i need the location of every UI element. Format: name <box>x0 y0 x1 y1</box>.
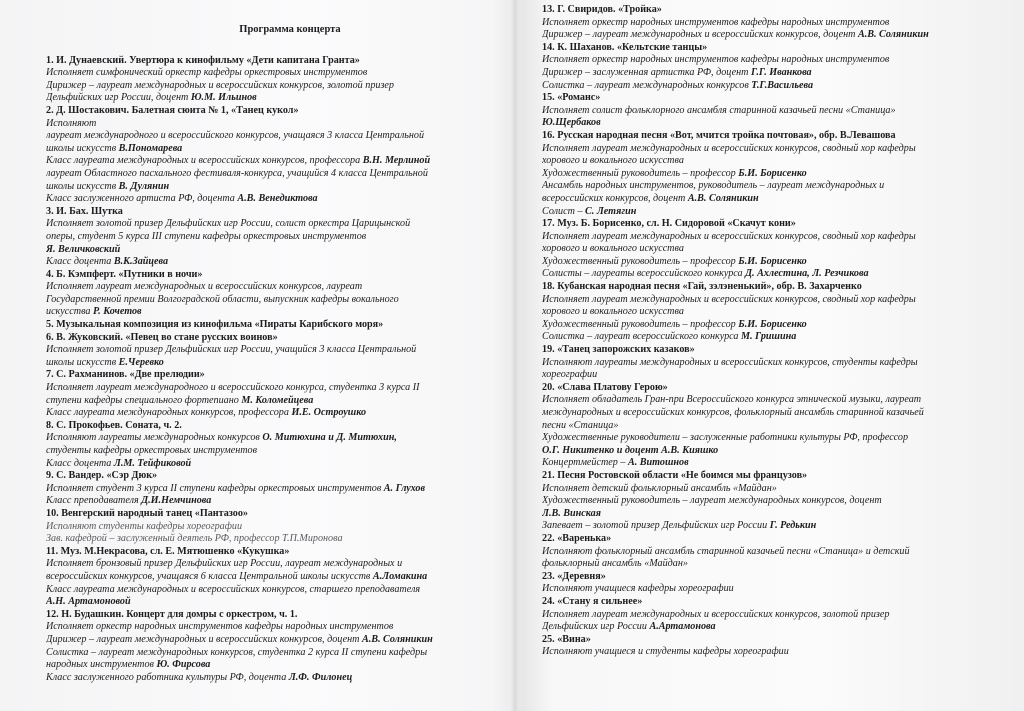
performer-line <box>542 306 994 319</box>
line-text: Солист – <box>542 205 586 217</box>
line-text: Ансамбль народных инструментов, руководитель – лауреат международных и <box>542 180 885 192</box>
performer-line <box>542 369 994 382</box>
item-heading: 23. «Деревня» <box>542 570 606 582</box>
performer-line <box>46 621 494 634</box>
performer-line <box>46 143 494 156</box>
line-text: Художественный руководитель – профессор <box>542 318 739 330</box>
program-item <box>542 571 994 596</box>
line-text: Исполняет симфонический оркестр кафедры оркестровых инструментов <box>46 67 368 79</box>
performer-name: Т.Г.Васильева <box>751 79 814 91</box>
performer-name: Ю. Фирсова <box>156 659 211 671</box>
performer-line <box>46 155 494 168</box>
line-text: Исполняют студенты кафедры хореографии <box>46 520 243 532</box>
performer-line <box>46 281 494 294</box>
performer-line <box>542 193 994 206</box>
program-item <box>542 382 994 470</box>
line-text: Исполняет бронзовый призер Дельфийских игр России, лауреат международных и <box>46 558 403 570</box>
line-text: Исполняет лауреат международных и всероссийских конкурсов, сводный хор кафедры <box>542 230 916 242</box>
performer-name: А.Артамонова <box>649 621 716 633</box>
line-text: Класс лауреата международных и всероссийских конкурсов, профессора <box>46 155 363 167</box>
line-text: Дельфийских игр России <box>542 621 650 633</box>
item-heading: 3. И. Бах. Шутка <box>46 205 123 217</box>
line-text: Исполняет золотой призер Дельфийских игр России, солист оркестра Царицынской <box>46 218 411 230</box>
performer-name: А. Глухов <box>383 482 426 494</box>
program-item <box>46 319 494 332</box>
performer-name: Б.И. Борисенко <box>738 167 807 179</box>
line-text: школы искусств <box>46 356 119 368</box>
performer-line <box>542 105 994 118</box>
line-text: лауреат международного и всероссийского конкурсов, учащаяся 3 класса Центральной <box>46 130 425 142</box>
item-heading: 7. С. Рахманинов. «Две прелюдии» <box>46 369 205 381</box>
line-text: Исполняет детский фольклорный ансамбль «Майдан» <box>542 482 777 494</box>
performer-line <box>542 420 994 433</box>
line-text: Исполняет лауреат международных и всероссийских конкурсов, сводный хор кафедры <box>542 293 916 305</box>
line-text: Исполняют <box>46 117 97 129</box>
line-text: лауреат Областного пасхального фестиваля-конкурса, учащийся 4 класса Центральной <box>46 167 428 179</box>
line-text: Солистка – лауреат международных конкурсов, студентка 2 курса II ступени кафедры <box>46 646 428 658</box>
right-page <box>542 4 994 711</box>
performer-line <box>542 29 994 42</box>
performer-line <box>46 256 494 269</box>
performer-line <box>46 181 494 194</box>
performer-line <box>46 193 494 206</box>
performer-line <box>542 294 994 307</box>
program-item <box>46 546 494 609</box>
performer-name: Р. Кочетов <box>93 306 142 318</box>
performer-line <box>542 432 994 445</box>
line-text: Исполняет оркестр народных инструментов кафедры народных инструментов <box>46 621 394 633</box>
item-heading: 8. С. Прокофьев. Соната, ч. 2. <box>46 419 182 431</box>
line-text: Дирижер – заслуженная артистка РФ, доцент <box>542 66 751 78</box>
performer-line <box>542 357 994 370</box>
performer-name: М. Гришина <box>740 331 797 343</box>
performer-line <box>46 344 494 357</box>
performer-line <box>46 458 494 471</box>
line-text: Класс доцента <box>46 256 114 268</box>
performer-line <box>542 445 994 458</box>
program-item <box>542 218 994 281</box>
item-heading: 21. Песня Ростовской области «Не боимся мы французов» <box>542 469 808 481</box>
performer-line <box>542 520 994 533</box>
line-text: ступени кафедры специального фортепиано <box>46 394 242 406</box>
performer-line <box>542 231 994 244</box>
line-text: фольклорный ансамбль «Майдан» <box>542 558 688 570</box>
line-text: Художественный руководитель – профессор <box>542 167 739 179</box>
item-heading: 18. Кубанская народная песня «Гай, зэлэненький», обр. В. Захарченко <box>542 281 862 293</box>
program-item <box>46 206 494 269</box>
performer-line <box>46 80 494 93</box>
performer-line <box>46 294 494 307</box>
performer-line <box>542 17 994 30</box>
performer-name: О.Г. Никитенко и доцент А.В. Кияшко <box>542 444 719 456</box>
performer-line <box>46 533 494 546</box>
item-heading: 5. Музыкальная композиция из кинофильма «Пираты Карибского моря» <box>46 319 384 331</box>
program-item <box>46 369 494 419</box>
performer-line <box>542 609 994 622</box>
line-text: Класс преподавателя <box>46 495 142 507</box>
line-text: Класс заслуженного работника культуры РФ, доцента <box>46 671 289 683</box>
line-text: Исполняет золотой призер Дельфийских игр России, учащийся 3 класса Центральной <box>46 344 417 356</box>
item-heading: 19. «Танец запорожских казаков» <box>542 344 695 356</box>
line-text: Дирижер – лауреат международных и всероссийских конкурсов, доцент <box>542 29 858 41</box>
line-text: оперы, студент 5 курса III ступени кафедры оркестровых инструментов <box>46 230 367 242</box>
performer-name: С. Летягин <box>585 205 637 217</box>
performer-line <box>542 256 994 269</box>
line-text: Дирижер – лауреат международных и всероссийских конкурсов, доцент <box>46 633 362 645</box>
performer-line <box>46 495 494 508</box>
line-text: хорового и вокального искусства <box>542 243 684 255</box>
performer-name: А.В. Венедиктова <box>237 193 318 205</box>
line-text: песни «Станица» <box>542 419 619 431</box>
line-text: народных инструментов <box>46 659 157 671</box>
item-heading: 22. «Варенька» <box>542 532 612 544</box>
performer-line <box>46 596 494 609</box>
program-item <box>542 42 994 92</box>
performer-line <box>542 268 994 281</box>
performer-line <box>46 634 494 647</box>
item-heading: 24. «Стану я сильнее» <box>542 595 643 607</box>
performer-line <box>542 621 994 634</box>
performer-line <box>46 445 494 458</box>
performer-line <box>46 130 494 143</box>
performer-line <box>542 243 994 256</box>
performer-name: Д. Ахлестина, Л. Резчикова <box>745 268 869 280</box>
program-item <box>46 609 494 685</box>
line-text: Исполняет солист фольклорного ансамбля старинной казачьей песни «Станица» <box>542 104 896 116</box>
line-text: Государственной премии Волгоградской области, выпускник кафедры вокального <box>46 293 399 305</box>
performer-name: Б.И. Борисенко <box>738 255 807 267</box>
performer-line <box>542 407 994 420</box>
line-text: Исполняет обладатель Гран-при Всероссийского конкурса этнической музыки, лауреат <box>542 394 922 406</box>
line-text: Исполняют лауреаты международных конкурсов <box>46 432 263 444</box>
line-text: Исполняют фольклорный ансамбль старинной казачьей песни «Станица» и детский <box>542 545 910 557</box>
item-heading: 12. Н. Будашкин. Концерт для домры с оркестром, ч. 1. <box>46 608 298 620</box>
performer-name: О. Митюхина и Д. Митюхин, <box>262 432 397 444</box>
performer-line <box>542 67 994 80</box>
performer-name: А.В. Соляникин <box>857 29 929 41</box>
performer-line <box>542 168 994 181</box>
performer-name: А.В. Соляникин <box>687 192 759 204</box>
performer-name: И.Е. Остроушко <box>291 407 367 419</box>
performer-line <box>542 143 994 156</box>
page-fold <box>511 0 519 711</box>
performer-line <box>46 483 494 496</box>
line-text: студенты кафедры оркестровых инструментов <box>46 445 258 456</box>
performer-name: Г. Редькин <box>769 520 817 532</box>
line-text: Дирижер – лауреат международных и всероссийских конкурсов, золотой призер <box>46 79 394 91</box>
item-heading: 6. В. Жуковский. «Певец во стане русских воинов» <box>46 331 278 343</box>
performer-line <box>46 118 494 131</box>
line-text: Исполняет оркестр народных инструментов кафедры народных инструментов <box>542 54 890 66</box>
line-text: Исполняет лауреат международных и всероссийских конкурсов, лауреат <box>46 281 363 293</box>
performer-line <box>542 155 994 168</box>
item-heading: 9. С. Вандер. «Сэр Дюк» <box>46 470 158 482</box>
line-text: Художественный руководитель – лауреат международных конкурсов, доцент <box>542 495 882 507</box>
item-heading: 20. «Слава Платову Герою» <box>542 381 668 393</box>
line-text: всероссийских конкурсов, доцент <box>542 192 688 204</box>
program-item <box>46 55 494 105</box>
program-item <box>46 470 494 508</box>
performer-line <box>46 395 494 408</box>
program-item <box>542 344 994 382</box>
item-heading: 17. Муз. Б. Борисенко, сл. Н. Сидоровой «Скачут кони» <box>542 218 796 230</box>
performer-line <box>542 457 994 470</box>
line-text: Запевает – золотой призер Дельфийских игр России <box>542 520 770 532</box>
program-item <box>46 105 494 206</box>
performer-line <box>46 659 494 672</box>
item-heading: 15. «Романс» <box>542 92 601 104</box>
line-text: хорового и вокального искусства <box>542 306 684 318</box>
line-text: Класс доцента <box>46 457 114 469</box>
line-text: Класс лауреата международных конкурсов, профессора <box>46 407 292 419</box>
program-item <box>46 420 494 470</box>
performer-line <box>542 546 994 559</box>
performer-line <box>46 357 494 370</box>
performer-name: А.В. Соляникин <box>361 633 433 645</box>
performer-line <box>46 382 494 395</box>
line-text: искусства <box>46 306 94 318</box>
item-heading: 25. «Вина» <box>542 633 591 645</box>
performer-name: А.Н. Артамоновой <box>46 596 131 608</box>
performer-name: Ю.Щербаков <box>542 117 601 129</box>
performer-line <box>542 80 994 93</box>
performer-line <box>542 319 994 332</box>
performer-line <box>46 672 494 685</box>
performer-line <box>542 394 994 407</box>
item-heading: 14. К. Шаханов. «Кельтские танцы» <box>542 41 708 53</box>
item-heading: 10. Венгерский народный танец «Пантазоо» <box>46 507 248 519</box>
line-text: всероссийских конкурсов, учащаяся 6 класса Центральной школы искусств <box>46 570 373 582</box>
performer-line <box>46 218 494 231</box>
performer-line <box>46 647 494 660</box>
performer-name: М. Коломейцева <box>241 394 314 406</box>
program-item <box>542 634 994 659</box>
program-item <box>542 4 994 42</box>
line-text: Исполняет студент 3 курса II ступени кафедры оркестровых инструментов <box>46 482 384 494</box>
program-item <box>542 130 994 218</box>
performer-name: В. Дулянин <box>118 180 170 192</box>
program-item <box>46 269 494 319</box>
line-text: Исполняют лауреаты международных и всероссийских конкурсов, студенты кафедры <box>542 356 918 368</box>
line-text: школы искусств <box>46 180 119 192</box>
performer-line <box>46 558 494 571</box>
performer-line <box>46 92 494 105</box>
line-text: хореографии <box>542 369 598 381</box>
program-item <box>46 332 494 370</box>
program-item <box>542 533 994 571</box>
item-heading: 11. Муз. М.Некрасова, сл. Е. Мятюшенко «Кукушка» <box>46 545 290 557</box>
performer-line <box>542 54 994 67</box>
line-text: Класс заслуженного артиста РФ, доцента <box>46 193 238 205</box>
performer-line <box>542 583 994 596</box>
line-text: Зав. кафедрой – заслуженный деятель РФ, профессор Т.П.Миронова <box>46 533 343 545</box>
line-text: Художественный руководитель – профессор <box>542 255 739 267</box>
performer-name: А. Витошнов <box>627 457 689 469</box>
performer-line <box>46 584 494 597</box>
line-text: Исполняет лауреат международного и всероссийского конкурса, студентка 3 курса II <box>46 382 420 394</box>
item-heading: 13. Г. Свиридов. «Тройка» <box>542 4 662 15</box>
line-text: Дельфийских игр России, доцент <box>46 92 191 104</box>
program-item <box>542 281 994 344</box>
line-text: Исполняет лауреат международных и всероссийских конкурсов, золотой призер <box>542 608 890 620</box>
performer-line <box>542 558 994 571</box>
line-text: школы искусств <box>46 142 119 154</box>
performer-line <box>46 571 494 584</box>
performer-name: В.К.Зайцева <box>113 256 169 268</box>
line-text: хорового и вокального искусства <box>542 155 684 167</box>
page-title: Программа концерта <box>239 24 341 35</box>
performer-line <box>46 231 494 244</box>
performer-line <box>46 432 494 445</box>
performer-line <box>542 508 994 521</box>
performer-name: В.Н. Мерлиной <box>362 155 431 167</box>
program-item <box>46 508 494 546</box>
left-page <box>46 24 494 711</box>
performer-line <box>46 67 494 80</box>
line-text: Класс лауреата международных и всероссийских конкурсов, старшего преподавателя <box>46 583 421 595</box>
item-heading: 4. Б. Кэмпферт. «Путники в ночи» <box>46 268 203 280</box>
performer-line <box>46 244 494 257</box>
performer-line <box>542 646 994 659</box>
performer-name: Е.Черевко <box>118 356 164 368</box>
performer-name: Ю.М. Ильинов <box>190 92 257 104</box>
performer-line <box>46 306 494 319</box>
performer-line <box>542 180 994 193</box>
performer-name: А.Ломакина <box>372 570 428 582</box>
line-text: Солисты – лауреаты всероссийского конкурса <box>542 268 746 280</box>
program-item <box>542 92 994 130</box>
performer-name: Л.М. Тейфиковой <box>113 457 192 469</box>
performer-name: Б.И. Борисенко <box>738 318 807 330</box>
line-text: международных и всероссийских конкурсов, фольклорный ансамбль старинной казачьей <box>542 407 924 418</box>
performer-name: Д.И.Немчинова <box>141 495 212 507</box>
performer-line <box>542 495 994 508</box>
line-text: Исполняют учащиеся и студенты кафедры хореографии <box>542 646 789 658</box>
line-text: Концертмейстер – <box>542 457 628 469</box>
performer-line <box>46 521 494 534</box>
line-text: Исполняет оркестр народных инструментов кафедры народных инструментов <box>542 16 890 28</box>
line-text: Художественные руководители – заслуженные работники культуры РФ, профессор <box>542 432 909 444</box>
program-item <box>542 596 994 634</box>
performer-name: В.Пономарева <box>118 142 183 154</box>
performer-name: Я. Величковский <box>46 243 121 255</box>
line-text: Исполняют учащиеся кафедры хореографии <box>542 583 734 595</box>
item-heading: 1. И. Дунаевский. Увертюра к кинофильму «Дети капитана Гранта» <box>46 54 360 66</box>
performer-line <box>542 117 994 130</box>
performer-line <box>46 407 494 420</box>
line-text: Солистка – лауреат всероссийского конкурса <box>542 331 741 343</box>
performer-line <box>542 206 994 219</box>
performer-name: Л.В. Винская <box>542 507 601 519</box>
line-text: Солистка – лауреат международных конкурсов <box>542 79 752 91</box>
program-item <box>542 470 994 533</box>
performer-name: Г.Г. Иванкова <box>750 66 812 78</box>
performer-name: Л.Ф. Филонец <box>288 671 353 683</box>
performer-line <box>46 168 494 181</box>
item-heading: 2. Д. Шостакович. Балетная сюита № 1, «Танец кукол» <box>46 104 299 116</box>
performer-line <box>542 483 994 496</box>
item-heading: 16. Русская народная песня «Вот, мчится тройка почтовая», обр. В.Левашова <box>542 129 896 141</box>
line-text: Исполняет лауреат международных и всероссийских конкурсов, сводный хор кафедры <box>542 142 916 154</box>
performer-line <box>542 331 994 344</box>
